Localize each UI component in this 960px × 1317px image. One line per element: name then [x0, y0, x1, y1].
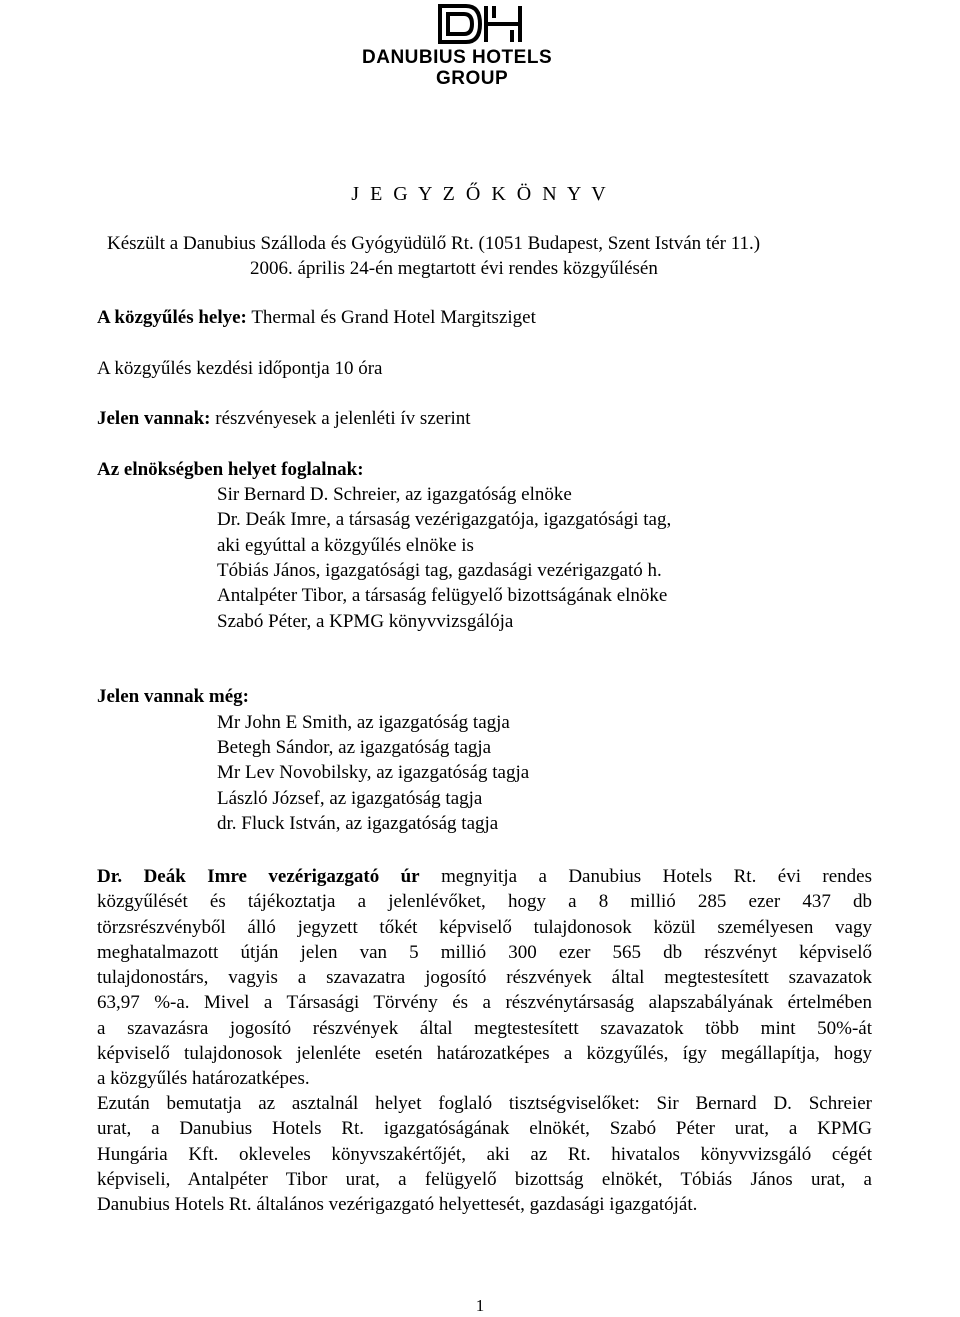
venue-row: [97, 307, 536, 329]
also-present-line: Mr Lev Novobilsky, az igazgatóság tagja: [217, 762, 530, 783]
paragraph-line: törzsrészvényből álló jegyzett tőkét képviselő tulajdonosok közül személyesen vagy: [97, 916, 872, 938]
venue-value: Thermal és Grand Hotel Margitsziget: [251, 307, 536, 328]
also-present-line: dr. Fluck István, az igazgatóság tagja: [217, 813, 499, 834]
page-number: 1: [475, 1296, 485, 1315]
presidium-line: Sir Bernard D. Schreier, az igazgatóság elnöke: [217, 484, 572, 505]
intro-line-1: Készült a Danubius Szálloda és Gyógyüdülő Rt. (1051 Budapest, Szent István tér 11.): [107, 233, 761, 254]
paragraph-line: Dr. Deák Imre vezérigazgató úr megnyitja a Danubius Hotels Rt. évi rendes: [97, 866, 872, 887]
logo-text-line1: DANUBIUS HOTELS: [362, 47, 553, 68]
presidium-line: Szabó Péter, a KPMG könyvvizsgálója: [217, 611, 514, 632]
also-present-line: Betegh Sándor, az igazgatóság tagja: [217, 737, 492, 758]
also-present-line: László József, az igazgatóság tagja: [217, 788, 483, 809]
intro-line-2: 2006. április 24-én megtartott évi rendes közgyűlésén: [250, 258, 658, 279]
presidium-heading: Az elnökségben helyet foglalnak:: [97, 459, 364, 480]
danubius-logo-mark: [436, 2, 524, 46]
present-value: részvényesek a jelenléti ív szerint: [215, 408, 471, 429]
present-row: [97, 408, 471, 430]
also-present-heading: Jelen vannak még:: [97, 686, 249, 707]
body-paragraph-2: [97, 1091, 872, 1217]
paragraph-line: tulajdonostárs, vagyis a szavazatra jogosító részvények által megtestesített szavazatok: [97, 967, 872, 989]
presidium-line: aki egyúttal a közgyűlés elnöke is: [217, 535, 474, 556]
present-label: Jelen vannak:: [97, 408, 211, 429]
paragraph-line: képviselő tulajdonosok jelenléte esetén határozatképes a közgyűlés, így megállapítja, hogy: [97, 1043, 872, 1065]
presidium-line: Tóbiás János, igazgatósági tag, gazdasági vezérigazgató h.: [217, 560, 662, 581]
body-paragraph-1: [97, 864, 872, 1092]
body1-bold-lead: Dr. Deák Imre vezérigazgató úr: [97, 866, 420, 887]
paragraph-line: meghatalmazott útján jelen van 5 millió 300 ezer 565 db részvényt képviselő: [97, 941, 872, 963]
presidium-line: Antalpéter Tibor, a társaság felügyelő bizottságának elnöke: [217, 585, 668, 606]
paragraph-line: Hungária Kft. okleveles könyvszakértőjét, aki az Rt. hivatalos könyvvizsgáló cégét: [97, 1143, 872, 1165]
paragraph-line: 63,97 %-a. Mivel a Társasági Törvény és a részvénytársaság alapszabályának értelmében: [97, 992, 872, 1014]
logo-text-line2: GROUP: [436, 68, 509, 89]
paragraph-line: közgyűlését és tájékoztatja a jelenlévőket, hogy a 8 millió 285 ezer 437 db: [97, 891, 872, 913]
paragraph-line: a szavazásra jogosító részvények által megtestesített szavazatok több mint 50%-át: [97, 1017, 872, 1039]
paragraph-line: képviseli, Antalpéter Tibor urat, a felügyelő bizottság elnökét, Tóbiás János urat, a: [97, 1168, 872, 1190]
venue-label: A közgyűlés helye:: [97, 307, 247, 328]
also-present-line: Mr John E Smith, az igazgatóság tagja: [217, 712, 510, 733]
paragraph-line: Danubius Hotels Rt. általános vezérigazgató helyettesét, gazdasági igazgatóját.: [97, 1194, 698, 1216]
paragraph-line: Ezután bemutatja az asztalnál helyet foglaló tisztségviselőket: Sir Bernard D. Schreier: [97, 1093, 872, 1114]
paragraph-line: a közgyűlés határozatképes.: [97, 1068, 310, 1090]
document-title: J E G Y Z Ő K Ö N Y V: [351, 183, 609, 205]
start-time: A közgyűlés kezdési időpontja 10 óra: [97, 358, 383, 379]
paragraph-line: urat, a Danubius Hotels Rt. igazgatóságának elnökét, Szabó Péter urat, a KPMG: [97, 1118, 872, 1140]
presidium-line: Dr. Deák Imre, a társaság vezérigazgatója, igazgatósági tag,: [217, 509, 672, 530]
